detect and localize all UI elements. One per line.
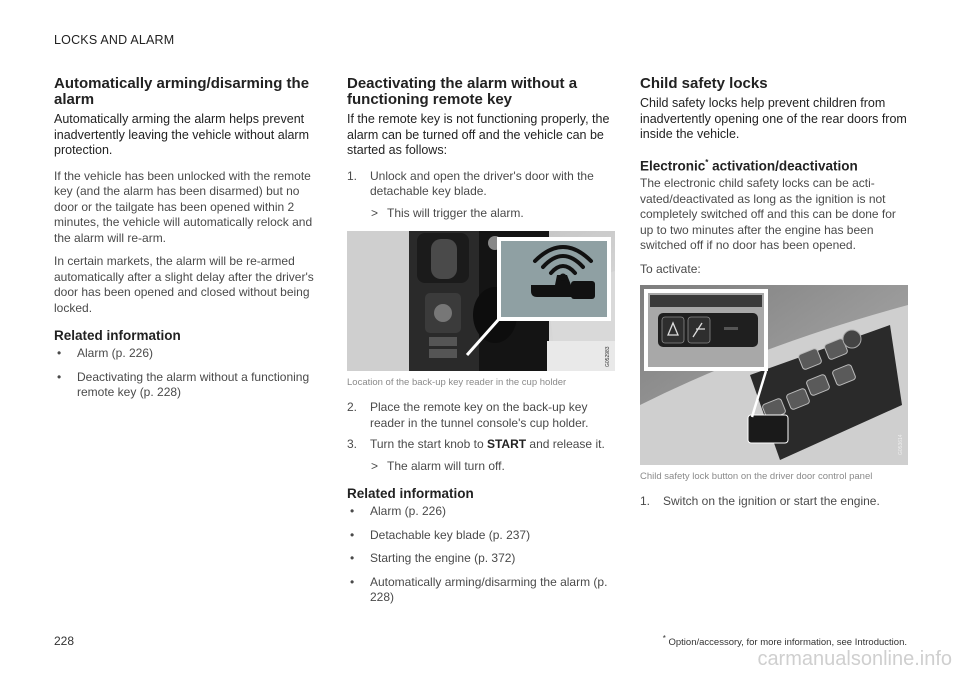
related-link-deactivating[interactable]: • Deactivating the alarm without a functioning remote key (p. 228): [57, 369, 310, 399]
page-number: 228: [54, 634, 75, 648]
related-link-alarm[interactable]: • Alarm (p. 226): [350, 504, 447, 518]
option-asterisk: *: [705, 157, 709, 167]
footnote-asterisk: *: [662, 634, 666, 643]
door-panel-illustration: [640, 285, 908, 465]
related-heading: Related information: [347, 486, 474, 501]
related-link-starting-engine[interactable]: • Starting the engine (p. 372): [350, 551, 516, 565]
step-1: 1. Unlock and open the driver's door with the detachable key blade.: [347, 168, 594, 198]
intro-auto-arming: Automatically arming the alarm helps prevent inadvertently leaving the vehicle without alarm protection.: [54, 112, 309, 157]
intro-child-safety: Child safety locks help prevent children from inadvertently opening one of the rear doors from inside the vehicle.: [640, 96, 907, 141]
heading-child-safety: Child safety locks: [640, 75, 768, 92]
paragraph-relock: If the vehicle has been unlocked with the remote key (and the alarm has been disarmed) but no door or the tailgate has been opened within 2 minutes, the vehicle will automatically relock and the alarm will re-arm.: [54, 168, 313, 245]
column-auto-arming: [54, 76, 316, 409]
bullet-icon: •: [350, 551, 355, 565]
subheading-electronic: Electronic* activation/deactivation: [640, 157, 858, 173]
section-header: LOCKS AND ALARM: [54, 33, 175, 47]
related-list: [54, 346, 316, 401]
column-child-safety-locks: [640, 76, 908, 516]
bullet-icon: •: [350, 574, 355, 589]
intro-deactivating: If the remote key is not functioning properly, the alarm can be turned off and the vehicle can be started as follows:: [347, 112, 610, 157]
caption-child-lock: Child safety lock button on the driver door control panel: [640, 471, 873, 482]
step-1: 1. Switch on the ignition or start the engine.: [640, 494, 880, 508]
related-heading: Related information: [54, 328, 181, 343]
related-list: [347, 504, 615, 606]
related-link-auto-arming[interactable]: • Automatically arming/disarming the alarm (p. 228): [350, 574, 608, 604]
caption-key-reader: Location of the back-up key reader in the cup holder: [347, 377, 567, 388]
related-link-key-blade[interactable]: • Detachable key blade (p. 237): [350, 527, 531, 542]
start-label: START: [486, 437, 527, 451]
backup-key-reader-image: [347, 231, 615, 371]
step-3-result: > The alarm will turn off.: [371, 458, 505, 473]
paragraph-markets: In certain markets, the alarm will be re-armed automatically after a slight delay after the driver's door has been opened and closed without being locked.: [54, 254, 314, 315]
bullet-icon: •: [350, 504, 355, 518]
child-lock-button-image: [640, 285, 908, 465]
bullet-icon: •: [57, 369, 62, 384]
paragraph-to-activate: To activate:: [640, 261, 701, 276]
figure-code: G053614: [898, 434, 904, 455]
paragraph-electronic: The electronic child safety locks can be acti-vated/deactivated as long as the ignition is not completely switched off and this can be done for up to two minutes after the engine has been switched off if no door has been opened.: [640, 176, 896, 252]
step-2: 2. Place the remote key on the back-up key reader in the tunnel console's cup holder.: [347, 400, 589, 430]
footnote: * Option/accessory, for more information, see Introduction.: [662, 634, 907, 649]
figure-code: G052983: [605, 346, 611, 367]
heading-deactivating: Deactivating the alarm without a functioning remote key: [347, 75, 578, 108]
cup-holder-illustration: [347, 231, 615, 371]
bullet-icon: •: [57, 346, 62, 360]
step-3: 3. Turn the start knob to START and release it.: [347, 437, 605, 451]
step-1-result: > This will trigger the alarm.: [371, 205, 524, 220]
related-link-alarm[interactable]: • Alarm (p. 226): [57, 346, 154, 360]
watermark: carmanualsonline.info: [757, 648, 952, 670]
result-arrow-icon: >: [371, 205, 379, 220]
result-arrow-icon: >: [371, 458, 379, 473]
bullet-icon: •: [350, 527, 355, 542]
column-deactivating-alarm: [347, 76, 615, 614]
heading-auto-arming: Automatically arming/disarming the alarm: [54, 75, 310, 108]
